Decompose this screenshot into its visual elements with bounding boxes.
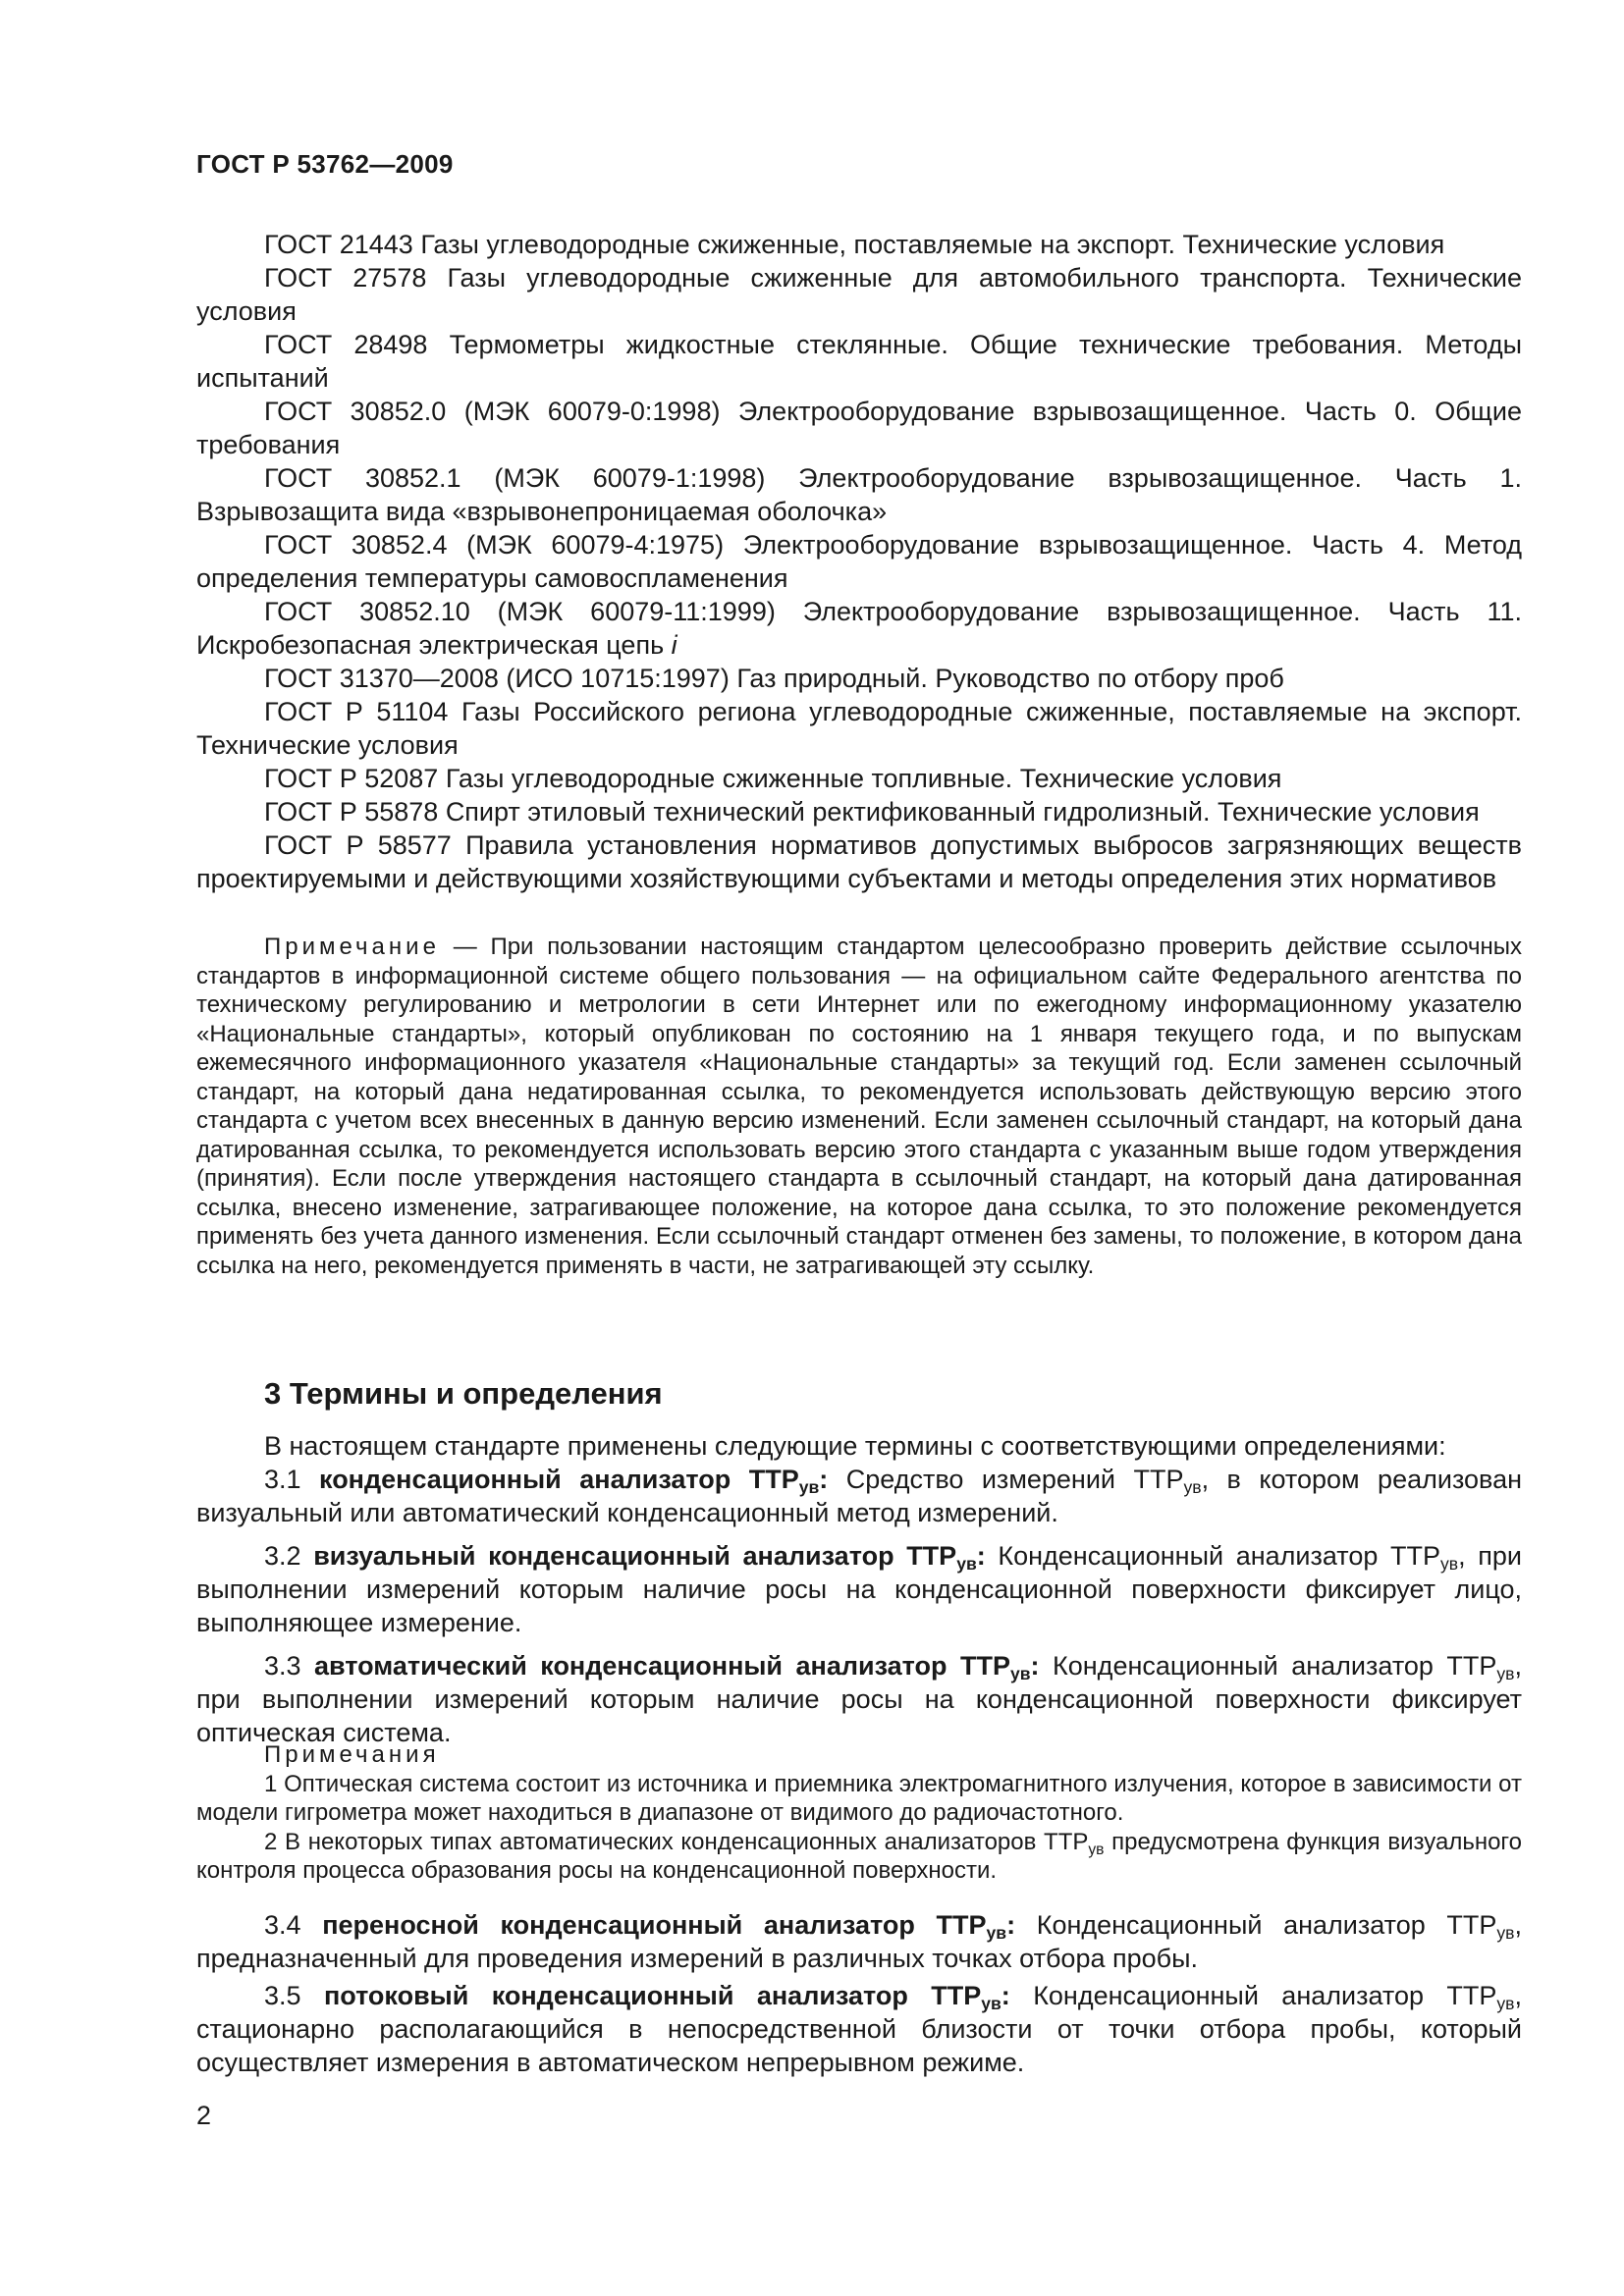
reference-item bbox=[196, 395, 1522, 461]
note-text: — При пользовании настоящим стандартом целесообразно проверить действие ссылочных стандартов в информационной системе общего пользования — на официальном сайте Федерального агентства по техническому регулированию и метрологии в сети Интернет или по ежегодному информационному указателю «Национальные стандарты», который опубликован по состоянию на 1 января текущего года, и по выпускам ежемесячного информационного указателя «Национальные стандарты» за текущий год. Если заменен ссылочный стандарт, на который дана недатированная ссылка, то рекомендуется использовать действующую версию этого стандарта с учетом всех внесенных в данную версию изменений. Если заменен ссылочный стандарт, на который дана датированная ссылка, то рекомендуется использовать версию этого стандарта с указанным выше годом утверждения (принятия). Если после утверждения настоящего стандарта в ссылочный стандарт, на который дана датированная ссылка, внесено изменение, затрагивающее положение, на которое дана ссылка, то это положение рекомендуется применять без учета данного изменения. Если ссылочный стандарт отменен без замены, то положение, в котором дана ссылка на него, рекомендуется применять в части, не затрагивающей эту ссылку. bbox=[196, 934, 1522, 1279]
definitions-block-2 bbox=[196, 1908, 1522, 2083]
definition-3-2: 3.2 визуальный конденсационный анализатор $ТТР_{ув}$: Конденсационный анализатор $ТТР_{ув}$, при выполнении измерений которым наличие росы на конденсационной поверхности фиксирует лицо, выполняющее измерение. bbox=[196, 1541, 1522, 1637]
reference-title: Термометры жидкостные стеклянные. Общие технические требования. Методы испытаний bbox=[196, 330, 1522, 393]
reference-title: Газы углеводородные сжиженные для автомобильного транспорта. Технические условия bbox=[196, 263, 1522, 326]
reference-item bbox=[196, 828, 1522, 895]
reference-code: ГОСТ Р 55878 bbox=[264, 797, 439, 827]
reference-code: ГОСТ Р 51104 bbox=[264, 697, 449, 726]
reference-title: Спирт этиловый технический ректификованный гидролизный. Технические условия bbox=[445, 797, 1480, 827]
definition-notes bbox=[196, 1740, 1522, 1886]
section-title: 3 Термины и определения bbox=[264, 1376, 663, 1411]
page-header: ГОСТ Р 53762—2009 bbox=[196, 149, 454, 179]
definition-3-1: 3.1 конденсационный анализатор $ТТР_{ув}$: Средство измерений $ТТР_{ув}$, в котором реализован визуальный или автоматический конденсационный метод измерений. bbox=[196, 1465, 1523, 1527]
reference-item bbox=[196, 528, 1522, 595]
reference-code: ГОСТ 31370—2008 bbox=[264, 664, 499, 693]
reference-code: ГОСТ 28498 bbox=[264, 330, 428, 359]
definition-note-1: 1 Оптическая система состоит из источника и приемника электромагнитного излучения, которое в зависимости от модели гигрометра может находиться в диапазоне от видимого до радиочастотного. bbox=[196, 1770, 1522, 1826]
reference-item bbox=[196, 662, 1522, 695]
definitions-block bbox=[196, 1429, 1522, 1749]
reference-title: Газы углеводородные сжиженные топливные. Технические условия bbox=[445, 764, 1282, 793]
references-note bbox=[196, 933, 1522, 1280]
reference-code: ГОСТ 30852.1 bbox=[264, 463, 461, 493]
reference-item bbox=[196, 595, 1522, 662]
reference-item bbox=[196, 762, 1522, 795]
reference-title: Правила установления нормативов допустимых выбросов загрязняющих веществ проектируемыми и действующими хозяйствующими субъектами и методы определения этих нормативов bbox=[196, 830, 1522, 893]
reference-code: ГОСТ 30852.10 bbox=[264, 597, 470, 626]
reference-code: ГОСТ Р 52087 bbox=[264, 764, 439, 793]
definition-3-5: 3.5 потоковый конденсационный анализатор $ТТР_{ув}$: Конденсационный анализатор $ТТР_{ув}$, стационарно располагающийся в непосредственной близости от точки отбора пробы, который осуществляет измерения в автоматическом непрерывном режиме. bbox=[196, 1981, 1522, 2077]
reference-item bbox=[196, 795, 1522, 828]
reference-code: ГОСТ 21443 bbox=[264, 230, 413, 259]
reference-item bbox=[196, 228, 1522, 261]
page-number: 2 bbox=[196, 2101, 212, 2130]
notes-label: Примечания bbox=[264, 1741, 440, 1768]
reference-item bbox=[196, 695, 1522, 762]
reference-item bbox=[196, 461, 1522, 528]
definitions-intro: В настоящем стандарте применены следующие термины с соответствующими определениями: bbox=[264, 1431, 1446, 1461]
reference-code: ГОСТ 30852.4 bbox=[264, 530, 448, 560]
reference-item bbox=[196, 261, 1522, 328]
reference-title: (МЭК 60079-11:1999) Электрооборудование взрывозащищенное. Часть 11. Искробезопасная электрическая цепь bbox=[196, 597, 1522, 660]
reference-code: ГОСТ 30852.0 bbox=[264, 397, 447, 426]
reference-code: ГОСТ Р 58577 bbox=[264, 830, 452, 860]
reference-title: Газы углеводородные сжиженные, поставляемые на экспорт. Технические условия bbox=[420, 230, 1445, 259]
definition-3-4: 3.4 переносной конденсационный анализатор $ТТР_{ув}$: Конденсационный анализатор $ТТР_{ув}$, предназначенный для проведения измерений в различных точках отбора пробы. bbox=[196, 1910, 1522, 1973]
definition-note-2: 2 В некоторых типах автоматических конденсационных анализаторов $ТТР_{ув}$ предусмотрена функция визуального контроля процесса образования росы на конденсационной поверхности. bbox=[196, 1828, 1522, 1884]
reference-code: ГОСТ 27578 bbox=[264, 263, 427, 293]
reference-item bbox=[196, 328, 1522, 395]
note-label: Примечание bbox=[264, 934, 440, 960]
reference-suffix: i bbox=[671, 630, 677, 660]
reference-title: (ИСО 10715:1997) Газ природный. Руководство по отбору проб bbox=[506, 664, 1284, 693]
normative-references-list bbox=[196, 228, 1522, 895]
reference-title: (МЭК 60079-4:1975) Электрооборудование взрывозащищенное. Часть 4. Метод определения температуры самовоспламенения bbox=[196, 530, 1522, 593]
reference-title: (МЭК 60079-1:1998) Электрооборудование взрывозащищенное. Часть 1. Взрывозащита вида «взрывонепроницаемая оболочка» bbox=[196, 463, 1522, 526]
reference-title: (МЭК 60079-0:1998) Электрооборудование взрывозащищенное. Часть 0. Общие требования bbox=[196, 397, 1522, 459]
reference-title: Газы Российского региона углеводородные сжиженные, поставляемые на экспорт. Технические условия bbox=[196, 697, 1522, 760]
definition-3-3: 3.3 автоматический конденсационный анализатор $ТТР_{ув}$: Конденсационный анализатор $ТТР_{ув}$, при выполнении измерений которым наличие росы на конденсационной поверхности фиксирует оптическая система. bbox=[196, 1651, 1522, 1747]
